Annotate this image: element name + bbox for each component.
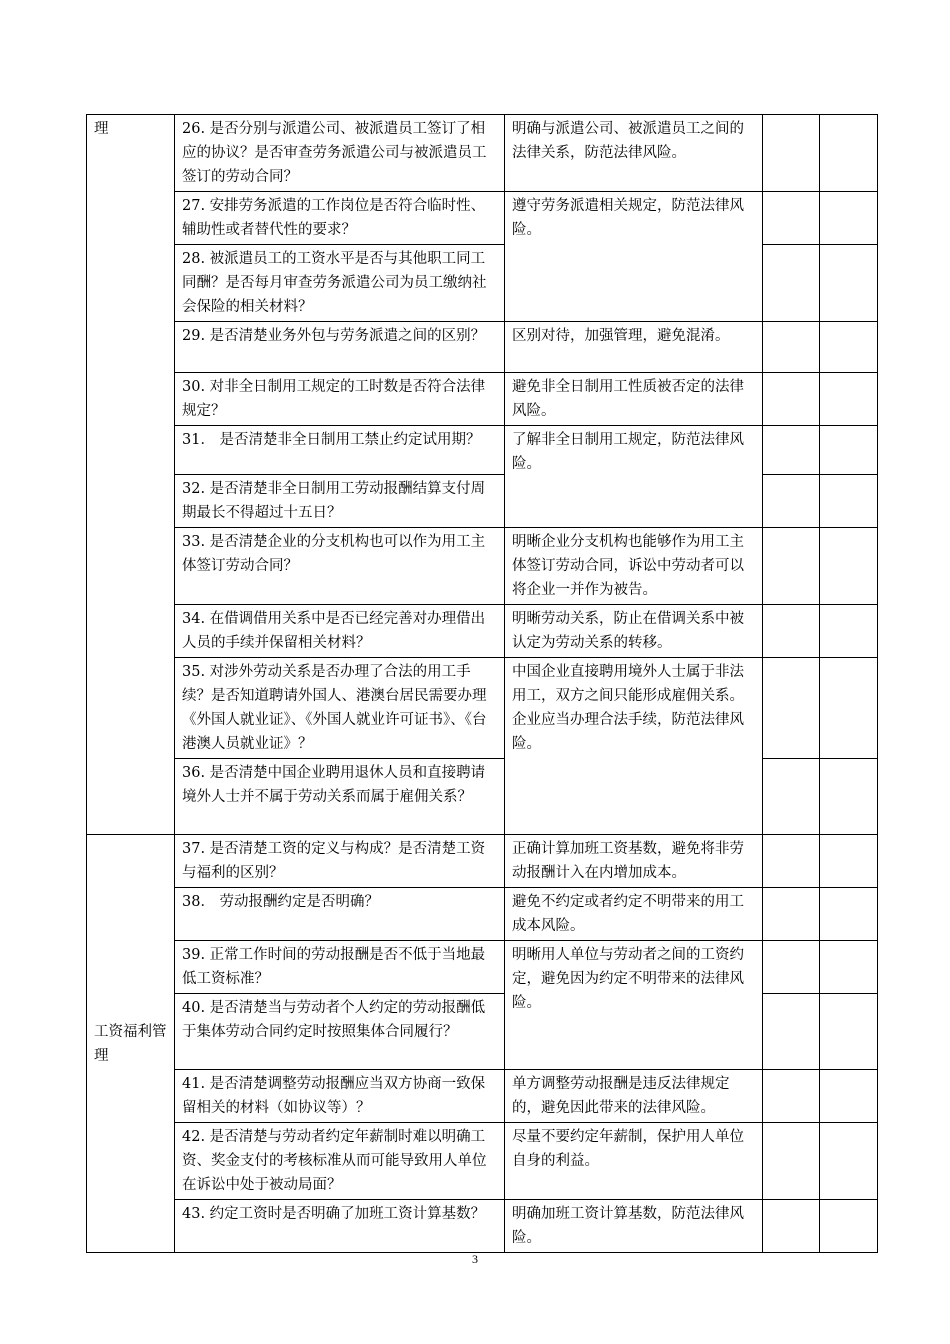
- check-cell[interactable]: [820, 658, 878, 759]
- check-cell[interactable]: [820, 373, 878, 426]
- check-cell[interactable]: [763, 888, 820, 941]
- check-cell[interactable]: [763, 528, 820, 605]
- measure-cell: 避免非全日制用工性质被否定的法律风险。: [505, 373, 763, 426]
- table-row: [87, 373, 878, 426]
- check-cell[interactable]: [763, 245, 820, 322]
- table-row: [87, 115, 878, 192]
- category-cell: 理: [87, 115, 175, 835]
- question-cell: 36. 是否清楚中国企业聘用退休人员和直接聘请境外人士并不属于劳动关系而属于雇佣关系？: [175, 759, 505, 835]
- check-cell[interactable]: [763, 941, 820, 994]
- check-cell[interactable]: [763, 475, 820, 528]
- question-cell: 35. 对涉外劳动关系是否办理了合法的用工手续？是否知道聘请外国人、港澳台居民需要办理《外国人就业证》、《外国人就业许可证书》、《台港澳人员就业证》？: [175, 658, 505, 759]
- measure-cell: 尽量不要约定年薪制，保护用人单位自身的利益。: [505, 1123, 763, 1200]
- question-cell: 43. 约定工资时是否明确了加班工资计算基数？: [175, 1200, 505, 1253]
- question-cell: 39. 正常工作时间的劳动报酬是否不低于当地最低工资标准？: [175, 941, 505, 994]
- measure-cell: 中国企业直接聘用境外人士属于非法用工，双方之间只能形成雇佣关系。企业应当办理合法手续，防范法律风险。: [505, 658, 763, 835]
- table-row: [87, 528, 878, 605]
- page-number: 3: [472, 1252, 478, 1266]
- question-cell: 41. 是否清楚调整劳动报酬应当双方协商一致保留相关的材料（如协议等）？: [175, 1070, 505, 1123]
- check-cell[interactable]: [763, 115, 820, 192]
- question-cell: 33. 是否清楚企业的分支机构也可以作为用工主体签订劳动合同？: [175, 528, 505, 605]
- question-cell: 31． 是否清楚非全日制用工禁止约定试用期？: [175, 426, 505, 475]
- question-cell: 28. 被派遣员工的工资水平是否与其他职工同工同酬？是否每月审查劳务派遣公司为员工缴纳社会保险的相关材料？: [175, 245, 505, 322]
- checklist-table: [86, 114, 878, 1253]
- check-cell[interactable]: [820, 192, 878, 245]
- table-row: [87, 1123, 878, 1200]
- check-cell[interactable]: [820, 528, 878, 605]
- check-cell[interactable]: [820, 888, 878, 941]
- table-row: [87, 835, 878, 888]
- check-cell[interactable]: [763, 373, 820, 426]
- question-cell: 42. 是否清楚与劳动者约定年薪制时难以明确工资、奖金支付的考核标准从而可能导致用人单位在诉讼中处于被动局面？: [175, 1123, 505, 1200]
- check-cell[interactable]: [820, 759, 878, 835]
- check-cell[interactable]: [763, 1070, 820, 1123]
- measure-cell: 明晰企业分支机构也能够作为用工主体签订劳动合同，诉讼中劳动者可以将企业一并作为被告。: [505, 528, 763, 605]
- question-cell: 29. 是否清楚业务外包与劳务派遣之间的区别？: [175, 322, 505, 373]
- check-cell[interactable]: [763, 759, 820, 835]
- measure-cell: 遵守劳务派遣相关规定，防范法律风险。: [505, 192, 763, 322]
- check-cell[interactable]: [763, 994, 820, 1070]
- measure-cell: 单方调整劳动报酬是违反法律规定的，避免因此带来的法律风险。: [505, 1070, 763, 1123]
- check-cell[interactable]: [763, 835, 820, 888]
- check-cell[interactable]: [763, 426, 820, 475]
- measure-cell: 正确计算加班工资基数，避免将非劳动报酬计入在内增加成本。: [505, 835, 763, 888]
- check-cell[interactable]: [820, 835, 878, 888]
- check-cell[interactable]: [763, 658, 820, 759]
- question-cell: 26. 是否分别与派遣公司、被派遣员工签订了相应的协议？是否审查劳务派遣公司与被派遣员工签订的劳动合同？: [175, 115, 505, 192]
- table-row: [87, 322, 878, 373]
- measure-cell: 了解非全日制用工规定，防范法律风险。: [505, 426, 763, 528]
- check-cell[interactable]: [820, 115, 878, 192]
- question-cell: 37. 是否清楚工资的定义与构成？是否清楚工资与福利的区别？: [175, 835, 505, 888]
- table-row: [87, 888, 878, 941]
- check-cell[interactable]: [763, 1200, 820, 1253]
- measure-cell: 避免不约定或者约定不明带来的用工成本风险。: [505, 888, 763, 941]
- table-row: [87, 1200, 878, 1253]
- measure-cell: 区别对待，加强管理，避免混淆。: [505, 322, 763, 373]
- table-row: [87, 426, 878, 475]
- check-cell[interactable]: [820, 1070, 878, 1123]
- check-cell[interactable]: [820, 1123, 878, 1200]
- question-cell: 38． 劳动报酬约定是否明确？: [175, 888, 505, 941]
- measure-cell: 明确与派遣公司、被派遣员工之间的法律关系，防范法律风险。: [505, 115, 763, 192]
- check-cell[interactable]: [763, 322, 820, 373]
- table-row: [87, 941, 878, 994]
- check-cell[interactable]: [820, 994, 878, 1070]
- check-cell[interactable]: [763, 192, 820, 245]
- question-cell: 40. 是否清楚当与劳动者个人约定的劳动报酬低于集体劳动合同约定时按照集体合同履行？: [175, 994, 505, 1070]
- check-cell[interactable]: [820, 245, 878, 322]
- table-row: [87, 658, 878, 759]
- table-row: [87, 605, 878, 658]
- question-cell: 34. 在借调借用关系中是否已经完善对办理借出人员的手续并保留相关材料？: [175, 605, 505, 658]
- table-row: [87, 192, 878, 245]
- check-cell[interactable]: [820, 426, 878, 475]
- measure-cell: 明确加班工资计算基数，防范法律风险。: [505, 1200, 763, 1253]
- check-cell[interactable]: [820, 941, 878, 994]
- table-row: [87, 1070, 878, 1123]
- question-cell: 32. 是否清楚非全日制用工劳动报酬结算支付周期最长不得超过十五日？: [175, 475, 505, 528]
- check-cell[interactable]: [820, 475, 878, 528]
- check-cell[interactable]: [820, 322, 878, 373]
- question-cell: 30. 对非全日制用工规定的工时数是否符合法律规定？: [175, 373, 505, 426]
- check-cell[interactable]: [820, 605, 878, 658]
- check-cell[interactable]: [820, 1200, 878, 1253]
- check-cell[interactable]: [763, 1123, 820, 1200]
- category-cell: 工资福利管理: [87, 835, 175, 1253]
- check-cell[interactable]: [763, 605, 820, 658]
- measure-cell: 明晰用人单位与劳动者之间的工资约定，避免因为约定不明带来的法律风险。: [505, 941, 763, 1070]
- measure-cell: 明晰劳动关系，防止在借调关系中被认定为劳动关系的转移。: [505, 605, 763, 658]
- question-cell: 27. 安排劳务派遣的工作岗位是否符合临时性、辅助性或者替代性的要求？: [175, 192, 505, 245]
